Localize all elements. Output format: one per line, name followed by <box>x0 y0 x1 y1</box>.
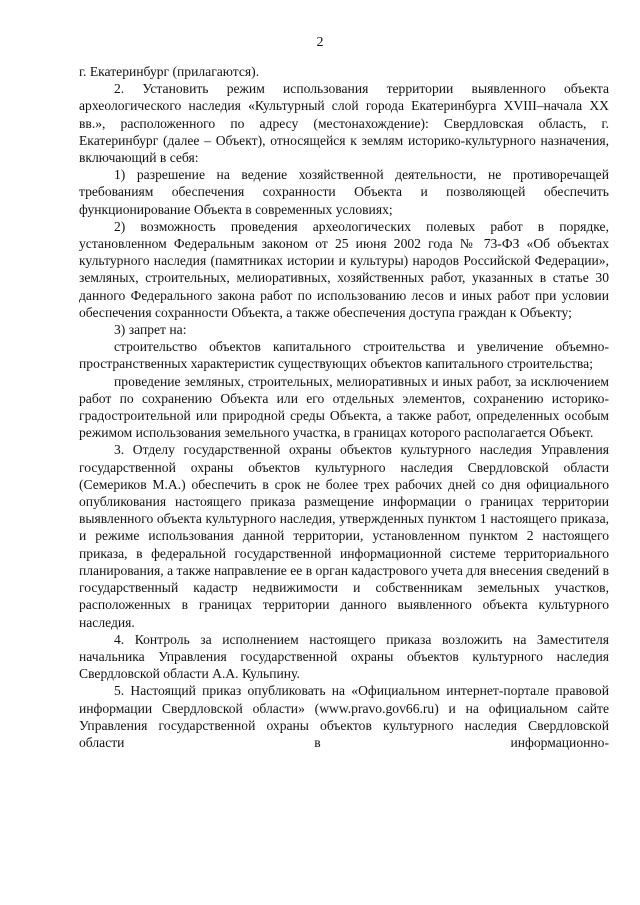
paragraph-9: 4. Контроль за исполнением настоящего приказа возложить на Заместителя начальника Управления государственной охраны объектов культурного наследия Свердловской области А.А. Кульпину. <box>79 631 609 682</box>
paragraph-5: 3) запрет на: <box>114 322 187 338</box>
paragraph-2: 2. Установить режим использования территории выявленного объекта археологического наследия «Культурный слой города Екатеринбурга XVIII–начала XX вв.», расположенного по адресу (местонахождение): Свердловская область, г. Екатеринбург (далее – Объект), относящейся к землям историко-культурного назначения, включающий в себя: <box>79 81 609 166</box>
paragraph-4: 2) возможность проведения археологических полевых работ в порядке, установленном Федеральным законом от 25 июня 2002 года № 73-ФЗ «Об объектах культурного наследия (памятниках истории и культуры) народов Российской Федерации», земляных, строительных, мелиоративных, хозяйственных работ, указанных в статье 30 данного Федерального закона работ по использованию лесов и иных работ при условии обеспечения сохранности Объекта, а также обеспечения доступа граждан к Объекту; <box>79 218 609 320</box>
page-number: 2 <box>316 35 324 50</box>
paragraph-8: 3. Отделу государственной охраны объектов культурного наследия Управления государственной охраны объектов культурного наследия Свердловской области (Семериков М.А.) обеспечить в срок не более трех рабочих дней со дня официального опубликования настоящего приказа размещение информации о границах территории выявленного объекта культурного наследия, утвержденных пунктом 1 настоящего приказа, и режиме использования данной территории, установленном пунктом 2 настоящего приказа, в федеральной государственной информационной системе территориального планирования, а также направление ее в орган кадастрового учета для внесения сведений в государственный кадастр недвижимости и собственникам земельных участков, расположенных в границах территории данного выявленного объекта культурного наследия. <box>79 442 609 630</box>
paragraph-7: проведение земляных, строительных, мелиоративных и иных работ, за исключением работ по сохранению Объекта или его отдельных элементов, сохранению историко-градостроительной или природной среды Объекта, а также работ, определенных особым режимом использования земельного участка, в границах которого располагается Объект. <box>79 373 609 441</box>
document-body <box>79 63 609 751</box>
paragraph-3: 1) разрешение на ведение хозяйственной деятельности, не противоречащей требованиям обеспечения сохранности Объекта и позволяющей обеспечить функционирование Объекта в современных условиях; <box>79 167 609 217</box>
paragraph-6: строительство объектов капитального строительства и увеличение объемно-пространственных характеристик существующих объектов капитального строительства; <box>79 339 609 372</box>
paragraph-10: 5. Настоящий приказ опубликовать на «Официальном интернет-портале правовой информации Свердловской области» (www.pravo.gov66.ru) и на официальном сайте Управления государственной охраны объектов культурного наследия Свердловской области в информационно- <box>79 683 609 750</box>
paragraph-1: г. Екатеринбург (прилагаются). <box>79 64 260 79</box>
